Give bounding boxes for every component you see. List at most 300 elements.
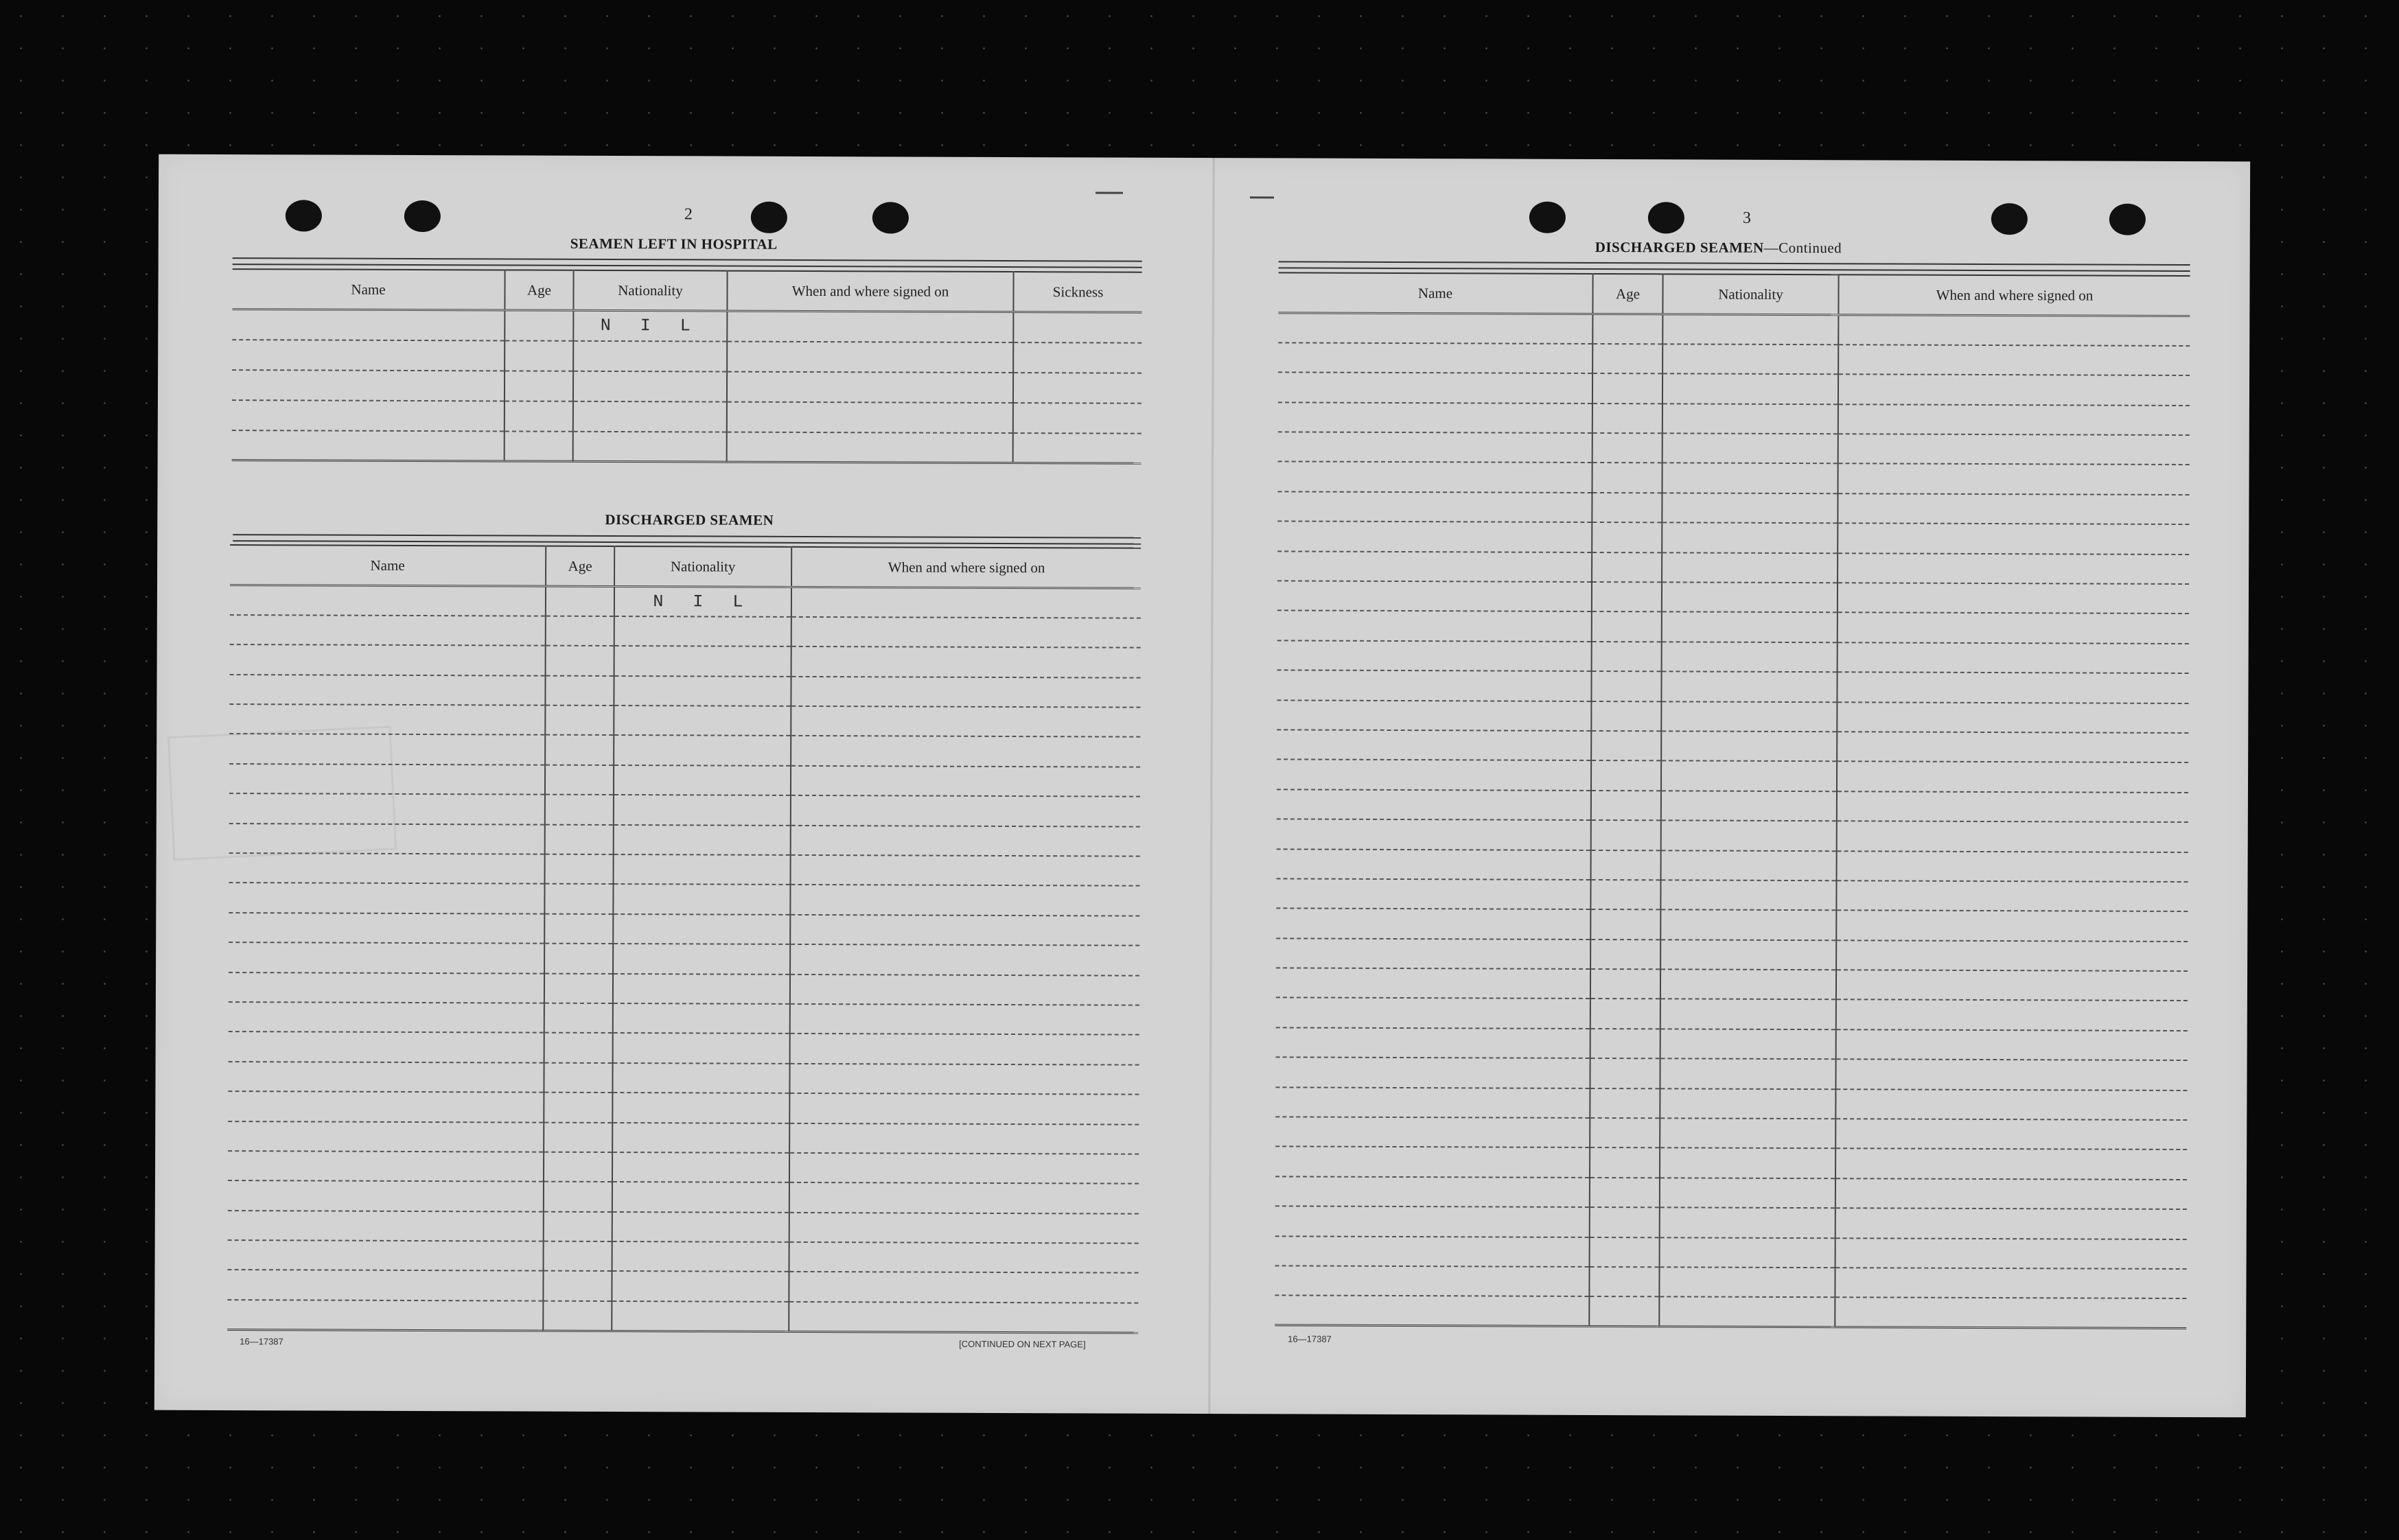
cell-nationality[interactable] bbox=[614, 646, 791, 676]
cell-signed-on[interactable] bbox=[789, 1064, 1139, 1095]
cell-nationality[interactable] bbox=[1660, 1237, 1835, 1268]
cell-nationality[interactable] bbox=[1662, 404, 1838, 434]
cell-signed-on[interactable] bbox=[1835, 1238, 2187, 1269]
cell-name[interactable] bbox=[228, 1151, 544, 1182]
cell-name[interactable] bbox=[1278, 432, 1592, 463]
cell-age[interactable] bbox=[544, 913, 613, 944]
cell-name[interactable] bbox=[1277, 849, 1591, 880]
table-row bbox=[1278, 402, 2190, 435]
cell-signed-on[interactable] bbox=[1836, 970, 2188, 1001]
cell-age[interactable] bbox=[543, 1301, 612, 1331]
table-row bbox=[1277, 640, 2189, 673]
cell-signed-on[interactable] bbox=[791, 736, 1140, 767]
cell-nationality[interactable] bbox=[613, 974, 790, 1004]
cell-age[interactable] bbox=[1591, 760, 1661, 791]
cell-age[interactable] bbox=[505, 340, 573, 371]
cell-signed-on[interactable] bbox=[1836, 880, 2188, 911]
cell-age[interactable] bbox=[505, 371, 573, 401]
cell-name[interactable] bbox=[1276, 878, 1590, 909]
cell-age[interactable] bbox=[1590, 1207, 1660, 1237]
cell-name[interactable] bbox=[1277, 730, 1591, 760]
table-row bbox=[230, 644, 1141, 677]
left-form-number: 16—17387 bbox=[240, 1336, 283, 1347]
cell-age[interactable] bbox=[505, 310, 573, 340]
cell-nationality[interactable] bbox=[1660, 1029, 1836, 1059]
cell-name[interactable] bbox=[229, 883, 544, 913]
cell-nationality[interactable] bbox=[612, 1152, 789, 1182]
cell-signed-on[interactable] bbox=[1836, 940, 2188, 971]
cell-signed-on[interactable] bbox=[727, 371, 1013, 402]
cell-signed-on[interactable] bbox=[1838, 345, 2190, 375]
cell-name[interactable] bbox=[228, 1121, 544, 1152]
cell-signed-on[interactable] bbox=[1835, 1089, 2187, 1120]
cell-signed-on[interactable] bbox=[1838, 642, 2189, 673]
cell-nationality[interactable] bbox=[1662, 374, 1838, 404]
cell-name[interactable] bbox=[1275, 1058, 1590, 1088]
cell-age[interactable] bbox=[1592, 611, 1662, 642]
cell-age[interactable] bbox=[544, 854, 613, 885]
cell-nationality[interactable] bbox=[612, 1301, 789, 1331]
cell-nationality[interactable] bbox=[612, 1123, 789, 1153]
cell-nationality[interactable] bbox=[1661, 701, 1837, 732]
cell-sickness[interactable] bbox=[1013, 373, 1141, 404]
table-row bbox=[1277, 819, 2188, 852]
cell-signed-on[interactable] bbox=[789, 1182, 1139, 1213]
cell-signed-on[interactable] bbox=[790, 944, 1139, 975]
cell-name[interactable] bbox=[230, 644, 546, 675]
cell-age[interactable] bbox=[1590, 1118, 1660, 1148]
cell-signed-on[interactable] bbox=[1836, 911, 2188, 942]
nil-entry[interactable]: N I L bbox=[573, 310, 727, 341]
cell-age[interactable] bbox=[1590, 880, 1660, 910]
cell-name[interactable] bbox=[1277, 789, 1591, 820]
cell-age[interactable] bbox=[1590, 1237, 1660, 1268]
cell-nationality[interactable] bbox=[1660, 999, 1836, 1029]
center-fold bbox=[1208, 158, 1215, 1414]
cell-age[interactable] bbox=[544, 1241, 612, 1272]
cell-nationality[interactable] bbox=[1660, 940, 1836, 970]
cell-age[interactable] bbox=[1590, 1088, 1660, 1119]
cell-age[interactable] bbox=[544, 884, 613, 914]
cell-name[interactable] bbox=[1277, 491, 1592, 522]
cell-name[interactable] bbox=[1275, 1206, 1590, 1237]
cell-age[interactable] bbox=[544, 1182, 612, 1212]
cell-name[interactable] bbox=[1275, 1296, 1589, 1327]
cell-signed-on[interactable] bbox=[789, 1302, 1138, 1333]
cell-name[interactable] bbox=[1277, 819, 1591, 850]
cell-name[interactable] bbox=[1277, 760, 1591, 791]
cell-age[interactable] bbox=[1590, 999, 1660, 1029]
cell-age[interactable] bbox=[1590, 1147, 1660, 1178]
cell-signed-on[interactable] bbox=[1837, 791, 2188, 822]
cell-nationality[interactable] bbox=[1662, 552, 1838, 583]
cell-age[interactable] bbox=[505, 431, 573, 461]
cell-name[interactable] bbox=[230, 585, 546, 616]
cell-name[interactable] bbox=[1277, 640, 1592, 671]
table-row bbox=[1278, 342, 2190, 375]
cell-nationality[interactable] bbox=[1661, 761, 1837, 791]
cell-name[interactable] bbox=[228, 1240, 544, 1271]
cell-nationality[interactable] bbox=[613, 944, 790, 974]
table-header-row bbox=[1278, 272, 2190, 316]
table-row bbox=[227, 1300, 1138, 1333]
cell-age[interactable] bbox=[544, 973, 613, 1003]
cell-nationality[interactable] bbox=[613, 914, 790, 944]
cell-signed-on[interactable] bbox=[789, 1242, 1139, 1273]
cell-signed-on[interactable] bbox=[727, 432, 1013, 463]
cell-name[interactable] bbox=[1277, 522, 1592, 552]
cell-name[interactable] bbox=[228, 1180, 544, 1211]
cell-name[interactable] bbox=[1277, 551, 1592, 582]
cell-age[interactable] bbox=[1590, 940, 1660, 970]
cell-nationality[interactable] bbox=[1660, 880, 1836, 910]
cell-nationality[interactable] bbox=[1661, 850, 1837, 880]
cell-nationality[interactable] bbox=[612, 1182, 789, 1212]
cell-nationality[interactable] bbox=[1660, 1148, 1835, 1178]
cell-name[interactable] bbox=[1278, 373, 1592, 404]
cell-age[interactable] bbox=[1591, 701, 1661, 732]
cell-age[interactable] bbox=[546, 646, 614, 676]
cell-signed-on[interactable] bbox=[1838, 315, 2190, 346]
cell-age[interactable] bbox=[1592, 493, 1662, 523]
cell-signed-on[interactable] bbox=[1838, 493, 2189, 524]
punch-hole bbox=[872, 202, 909, 233]
cell-name[interactable] bbox=[1276, 1027, 1590, 1058]
table-row bbox=[1277, 670, 2188, 703]
cell-nationality[interactable] bbox=[1662, 493, 1838, 523]
cell-name[interactable] bbox=[229, 734, 545, 765]
table-row bbox=[1278, 373, 2190, 406]
cell-age[interactable] bbox=[544, 944, 613, 974]
cell-signed-on[interactable] bbox=[727, 401, 1013, 432]
cell-age[interactable] bbox=[1592, 344, 1662, 374]
cell-nationality[interactable] bbox=[1662, 642, 1838, 672]
cell-signed-on[interactable] bbox=[1837, 851, 2188, 882]
cell-nationality[interactable] bbox=[613, 854, 790, 885]
cell-name[interactable] bbox=[228, 1211, 544, 1241]
cell-signed-on[interactable] bbox=[791, 646, 1141, 677]
cell-signed-on[interactable] bbox=[791, 677, 1140, 708]
cell-nationality[interactable] bbox=[1660, 1178, 1835, 1208]
cell-signed-on[interactable] bbox=[1836, 1000, 2188, 1031]
cell-signed-on[interactable] bbox=[791, 587, 1141, 618]
cell-signed-on[interactable] bbox=[791, 795, 1140, 826]
cell-signed-on[interactable] bbox=[789, 1093, 1139, 1124]
cell-signed-on[interactable] bbox=[1838, 613, 2189, 644]
cell-age[interactable] bbox=[544, 1003, 613, 1034]
cell-nationality[interactable] bbox=[1662, 463, 1838, 493]
cell-age[interactable] bbox=[544, 1033, 613, 1063]
cell-name[interactable] bbox=[232, 400, 505, 431]
cell-age[interactable] bbox=[546, 586, 614, 616]
cell-name[interactable] bbox=[1276, 968, 1590, 999]
cell-signed-on[interactable] bbox=[1838, 464, 2189, 495]
cell-nationality[interactable] bbox=[1662, 612, 1838, 642]
hospital-section-title: SEAMEN LEFT IN HOSPITAL bbox=[570, 235, 778, 253]
cell-signed-on[interactable] bbox=[790, 855, 1139, 886]
table-row bbox=[229, 1031, 1139, 1064]
cell-signed-on[interactable] bbox=[790, 885, 1139, 915]
cell-nationality[interactable] bbox=[612, 1212, 789, 1242]
cell-signed-on[interactable] bbox=[1838, 583, 2189, 614]
cell-nationality[interactable] bbox=[1660, 1118, 1835, 1148]
cell-name[interactable] bbox=[228, 1091, 544, 1122]
cell-signed-on[interactable] bbox=[791, 766, 1140, 797]
cell-signed-on[interactable] bbox=[791, 826, 1140, 856]
cell-age[interactable] bbox=[1589, 1296, 1659, 1327]
cell-name[interactable] bbox=[1275, 1117, 1590, 1147]
cell-name[interactable] bbox=[1275, 1176, 1590, 1207]
cell-age[interactable] bbox=[1592, 433, 1662, 463]
cell-name[interactable] bbox=[230, 615, 546, 646]
table-row bbox=[228, 1091, 1139, 1124]
cell-sickness[interactable] bbox=[1013, 433, 1141, 464]
cell-nationality[interactable] bbox=[614, 705, 791, 736]
cell-age[interactable] bbox=[546, 616, 614, 646]
cell-age[interactable] bbox=[543, 1271, 612, 1301]
cell-signed-on[interactable] bbox=[727, 311, 1013, 342]
cell-nationality[interactable] bbox=[1662, 523, 1838, 553]
cell-name[interactable] bbox=[232, 370, 505, 401]
cell-signed-on[interactable] bbox=[790, 915, 1139, 946]
cell-age[interactable] bbox=[1592, 314, 1662, 344]
cell-signed-on[interactable] bbox=[1835, 1059, 2187, 1090]
cell-nationality[interactable] bbox=[1662, 582, 1838, 612]
left-page-number: 2 bbox=[684, 205, 693, 224]
cell-name[interactable] bbox=[229, 972, 544, 1003]
cell-sickness[interactable] bbox=[1013, 342, 1141, 373]
cell-nationality[interactable] bbox=[1661, 672, 1837, 702]
cell-name[interactable] bbox=[229, 793, 545, 824]
cell-nationality[interactable] bbox=[1662, 314, 1838, 345]
cell-nationality[interactable] bbox=[612, 1093, 789, 1123]
cell-name[interactable] bbox=[232, 430, 505, 461]
cell-age[interactable] bbox=[545, 735, 614, 765]
cell-age[interactable] bbox=[1592, 522, 1662, 552]
col-header-nationality: Nationality bbox=[614, 546, 791, 587]
discharged-title-rule bbox=[233, 534, 1141, 545]
cell-nationality[interactable] bbox=[612, 1271, 789, 1301]
cell-name[interactable] bbox=[1276, 909, 1590, 940]
cell-age[interactable] bbox=[1592, 642, 1662, 672]
cell-name[interactable] bbox=[1278, 342, 1592, 373]
table-row bbox=[1275, 1117, 2187, 1150]
cell-name[interactable] bbox=[229, 853, 544, 884]
cell-nationality[interactable] bbox=[614, 825, 791, 855]
cell-age[interactable] bbox=[1592, 463, 1662, 493]
cell-nationality[interactable] bbox=[613, 1003, 790, 1034]
cell-name[interactable] bbox=[229, 913, 544, 944]
cell-nationality[interactable] bbox=[1662, 344, 1838, 374]
cell-nationality[interactable] bbox=[613, 884, 790, 914]
cell-age[interactable] bbox=[545, 765, 614, 795]
cell-age[interactable] bbox=[544, 1093, 612, 1123]
col-header-name: Name bbox=[1278, 272, 1592, 314]
table-row bbox=[232, 310, 1141, 343]
cell-name[interactable] bbox=[1276, 998, 1590, 1029]
cell-signed-on[interactable] bbox=[789, 1272, 1138, 1303]
cell-signed-on[interactable] bbox=[789, 1123, 1139, 1154]
cell-name[interactable] bbox=[1278, 402, 1592, 433]
cell-age[interactable] bbox=[1590, 969, 1660, 999]
cell-name[interactable] bbox=[227, 1300, 543, 1331]
cell-nationality[interactable] bbox=[1659, 1267, 1835, 1297]
cell-nationality[interactable] bbox=[612, 1063, 789, 1093]
discharged-table-left bbox=[227, 544, 1141, 1333]
cell-sickness[interactable] bbox=[1013, 403, 1141, 434]
cell-name[interactable] bbox=[229, 1031, 544, 1062]
cell-age[interactable] bbox=[1590, 1178, 1660, 1208]
cell-age[interactable] bbox=[1590, 909, 1660, 940]
cell-name[interactable] bbox=[1275, 1147, 1590, 1178]
cell-age[interactable] bbox=[1592, 404, 1662, 434]
continued-note: [CONTINUED ON NEXT PAGE] bbox=[959, 1338, 1086, 1350]
table-row bbox=[1277, 789, 2188, 822]
cell-name[interactable] bbox=[1277, 611, 1592, 642]
cell-signed-on[interactable] bbox=[1837, 732, 2188, 762]
cell-nationality[interactable] bbox=[614, 676, 791, 706]
cell-name[interactable] bbox=[1277, 700, 1591, 731]
cell-nationality[interactable] bbox=[573, 340, 727, 371]
cell-signed-on[interactable] bbox=[1835, 1178, 2187, 1209]
cell-nationality[interactable] bbox=[1660, 1088, 1835, 1119]
cell-name[interactable] bbox=[1277, 581, 1592, 611]
cell-age[interactable] bbox=[1591, 791, 1661, 821]
cell-name[interactable] bbox=[1275, 1265, 1589, 1296]
table-row bbox=[1277, 551, 2189, 584]
table-header-row bbox=[232, 269, 1141, 312]
cell-signed-on[interactable] bbox=[789, 1153, 1139, 1184]
cell-signed-on[interactable] bbox=[1838, 523, 2189, 554]
cell-name[interactable] bbox=[1276, 938, 1590, 969]
cell-nationality[interactable] bbox=[1661, 791, 1837, 821]
cell-nationality[interactable] bbox=[1660, 1208, 1835, 1238]
cell-signed-on[interactable] bbox=[1837, 762, 2188, 793]
cell-name[interactable] bbox=[229, 1002, 544, 1033]
cell-signed-on[interactable] bbox=[791, 706, 1140, 737]
cell-nationality[interactable] bbox=[614, 795, 791, 825]
discharged-continued-title-main: DISCHARGED SEAMEN bbox=[1595, 238, 1764, 256]
cell-name[interactable] bbox=[1275, 1087, 1590, 1118]
table-row bbox=[1277, 611, 2189, 644]
cell-name[interactable] bbox=[229, 764, 545, 795]
cell-signed-on[interactable] bbox=[1837, 672, 2188, 703]
cell-signed-on[interactable] bbox=[790, 1034, 1139, 1064]
cell-nationality[interactable] bbox=[1661, 731, 1837, 761]
cell-age[interactable] bbox=[545, 824, 614, 854]
cell-age[interactable] bbox=[545, 795, 614, 825]
cell-signed-on[interactable] bbox=[1838, 404, 2190, 435]
table-row bbox=[228, 1062, 1139, 1095]
cell-age[interactable] bbox=[1590, 1029, 1660, 1059]
cell-name[interactable] bbox=[1277, 670, 1591, 701]
cell-age[interactable] bbox=[1591, 820, 1661, 850]
punch-hole bbox=[2109, 204, 2146, 235]
cell-name[interactable] bbox=[228, 1062, 544, 1093]
cell-name[interactable] bbox=[232, 340, 505, 371]
cell-name[interactable] bbox=[1277, 462, 1592, 493]
cell-age[interactable] bbox=[1591, 731, 1661, 761]
nil-entry[interactable]: N I L bbox=[614, 587, 791, 617]
cell-age[interactable] bbox=[1591, 850, 1661, 880]
cell-signed-on[interactable] bbox=[727, 341, 1013, 372]
cell-age[interactable] bbox=[1592, 582, 1662, 612]
cell-name[interactable] bbox=[1275, 1236, 1590, 1267]
cell-nationality[interactable] bbox=[573, 431, 727, 462]
cell-age[interactable] bbox=[1592, 373, 1662, 404]
cell-age[interactable] bbox=[545, 705, 614, 736]
cell-nationality[interactable] bbox=[1660, 1059, 1835, 1089]
cell-signed-on[interactable] bbox=[790, 1004, 1139, 1035]
cell-signed-on[interactable] bbox=[1835, 1268, 2186, 1298]
table-row bbox=[1277, 849, 2188, 882]
cell-age[interactable] bbox=[544, 1152, 612, 1182]
cell-age[interactable] bbox=[1592, 552, 1662, 583]
cell-age[interactable] bbox=[1591, 671, 1661, 701]
cell-signed-on[interactable] bbox=[1835, 1208, 2187, 1239]
cell-name[interactable] bbox=[229, 824, 545, 854]
cell-age[interactable] bbox=[544, 1062, 612, 1093]
table-row bbox=[229, 764, 1140, 797]
cell-nationality[interactable] bbox=[614, 616, 791, 646]
cell-signed-on[interactable] bbox=[1837, 702, 2188, 733]
cell-name[interactable] bbox=[229, 675, 545, 705]
cell-name[interactable] bbox=[232, 310, 505, 340]
cell-nationality[interactable] bbox=[573, 401, 727, 432]
cell-nationality[interactable] bbox=[573, 371, 727, 401]
cell-nationality[interactable] bbox=[1659, 1297, 1835, 1327]
cell-nationality[interactable] bbox=[614, 735, 791, 765]
cell-name[interactable] bbox=[229, 704, 545, 735]
cell-signed-on[interactable] bbox=[1836, 1029, 2188, 1060]
cell-nationality[interactable] bbox=[1662, 433, 1838, 463]
cell-age[interactable] bbox=[505, 401, 573, 431]
cell-signed-on[interactable] bbox=[1837, 821, 2188, 852]
cell-age[interactable] bbox=[544, 1122, 612, 1152]
cell-nationality[interactable] bbox=[614, 765, 791, 795]
document-spread bbox=[154, 154, 2250, 1418]
cell-nationality[interactable] bbox=[613, 1033, 790, 1063]
cell-nationality[interactable] bbox=[1660, 910, 1836, 940]
cell-nationality[interactable] bbox=[1660, 969, 1836, 999]
cell-signed-on[interactable] bbox=[1838, 553, 2189, 584]
cell-age[interactable] bbox=[1589, 1267, 1659, 1297]
cell-name[interactable] bbox=[227, 1270, 543, 1301]
cell-signed-on[interactable] bbox=[1835, 1298, 2186, 1329]
cell-name[interactable] bbox=[1278, 313, 1592, 344]
cell-signed-on[interactable] bbox=[1838, 434, 2190, 465]
cell-name[interactable] bbox=[229, 942, 544, 973]
cell-nationality[interactable] bbox=[1661, 820, 1837, 850]
cell-signed-on[interactable] bbox=[1838, 375, 2190, 406]
table-row bbox=[228, 1240, 1139, 1273]
cell-age[interactable] bbox=[545, 675, 614, 705]
table-row bbox=[229, 972, 1139, 1005]
cell-signed-on[interactable] bbox=[789, 1213, 1139, 1244]
cell-signed-on[interactable] bbox=[1835, 1119, 2187, 1150]
cell-age[interactable] bbox=[1590, 1058, 1660, 1088]
cell-signed-on[interactable] bbox=[1835, 1149, 2187, 1180]
cell-age[interactable] bbox=[544, 1211, 612, 1241]
cell-signed-on[interactable] bbox=[790, 974, 1139, 1005]
cell-nationality[interactable] bbox=[612, 1241, 789, 1272]
cell-signed-on[interactable] bbox=[791, 617, 1141, 648]
col-header-name: Name bbox=[230, 545, 546, 586]
table-row bbox=[228, 1211, 1139, 1244]
discharged-table-right bbox=[1275, 272, 2190, 1329]
cell-sickness[interactable] bbox=[1013, 312, 1141, 343]
table-row bbox=[1276, 909, 2188, 942]
